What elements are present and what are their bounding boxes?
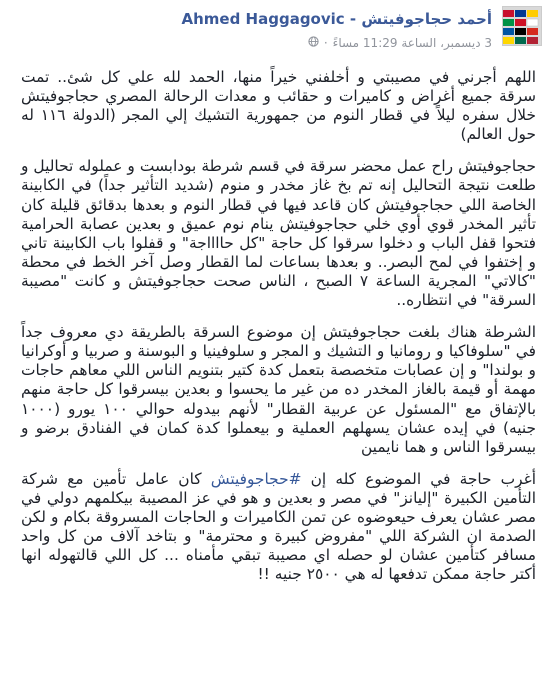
author-name-english[interactable]: Ahmed Haggagovic xyxy=(181,10,345,28)
author-name-arabic[interactable]: أحمد حجاجوفيتش xyxy=(361,10,492,28)
post-timestamp[interactable]: 3 ديسمبر، الساعة 11:29 مساءً xyxy=(332,36,492,50)
hashtag-link[interactable]: #حجاجوفيتش xyxy=(210,469,302,488)
globe-icon[interactable] xyxy=(308,36,319,50)
author-name-link[interactable] xyxy=(182,10,493,30)
paragraph-4-rest: كان عامل تأمين مع شركة التأمين الكبيرة "إليانز" في مصر و بعدين و هو في عز المصيبة بيكلمهم دولي في مصر عشان يعرف حيعوضوه عن تمن الكاميرات و الحاجات المسروقة بكام و لكن الصدمة ان الشركة اللي "مفروض كبيرة و محترمة" و بتاخد آلاف من كل واحد مسافر كتأمين عشان لو حصله اي مصيبة تبقي مأمناه ... كل اللي قالتهوله انها أكتر حاجة ممكن تدفعها له هي ٢٥٠٠ جنيه !! xyxy=(21,469,536,584)
post-paragraph-2: حجاجوفيتش راح عمل محضر سرقة في قسم شرطة بودابست و عملوله تحاليل و طلعت نتيجة التحاليل إنه تم بخ غاز مخدر و منوم (شديد التأثير جداً) في الكابينة الخاصة اللي حجاجوفيتش كان قاعد فيها في قطار النوم و بعدها بدقائق قليلة كان تأثير المخدر قوي أوي خلي حجاجوفيتش ينام نوم عميق و بعدين عصابة الحرامية فتحوا قفل الباب و دخلوا سرقوا كل حاجة "كل حااااجة" و قفلوا باب الكابينة تاني و إختفوا في لمح البصر.. و بعدها بساعات لما القطار وصل آخر الخط في محطة "كالاتي" المجرية الساعة ٧ الصبح ، الناس صحت حجاجوفيتش و كانت "مصيبة السرقة" في انتظاره.. xyxy=(21,157,537,310)
post-paragraph-3: الشرطة هناك بلغت حجاجوفيتش إن موضوع السرقة بالطريقة دي معروف جداً في "سلوفاكيا و رومانيا و التشيك و المجر و سلوفينيا و البوسنة و صربيا و أوكرانيا و بولندا" و إن عصابات متخصصة بتعمل كدة كتير بتنويم الناس اللي معاهم حاجات مهمة أو قيمة بالغاز المخدر ده من غير ما يحسوا و بعدين بيسرقوا كل حاجة منهم بالإتفاق مع "المسئول عن عربية القطار" لأنهم بيدوله حوالي ١٠٠ يورو (١٠٠٠ جنيه) في إيده عشان يسهلهم العملية و بيعملوا كدة كمان في الفنادق برضو و بيسرقوا الناس و هما نايمين xyxy=(21,323,537,456)
post-header xyxy=(8,6,542,58)
avatar-flags-image xyxy=(502,7,541,46)
post-meta xyxy=(308,36,492,50)
paragraph-4-lead: أغرب حاجة في الموضوع كله إن xyxy=(301,469,536,488)
post-body xyxy=(21,68,536,597)
author-name-separator: - xyxy=(344,10,362,28)
globe-icon-svg xyxy=(308,36,319,47)
post-paragraph-1: اللهم أجرني في مصيبتي و أخلفني خيراً منها، الحمد لله علي كل شئ.. تمت سرقة جميع أغراض و كاميرات و حقائب و معدات الرحالة المصري حجاجوفيتش خلال سفره ليلاً في قطار النوم من جمهورية التشيك إلي المجر (الدولة ١١٦ له حول العالم) xyxy=(21,68,536,144)
post-paragraph-4 xyxy=(21,470,536,585)
separator-dot: · xyxy=(323,36,328,50)
profile-avatar[interactable] xyxy=(502,6,542,46)
